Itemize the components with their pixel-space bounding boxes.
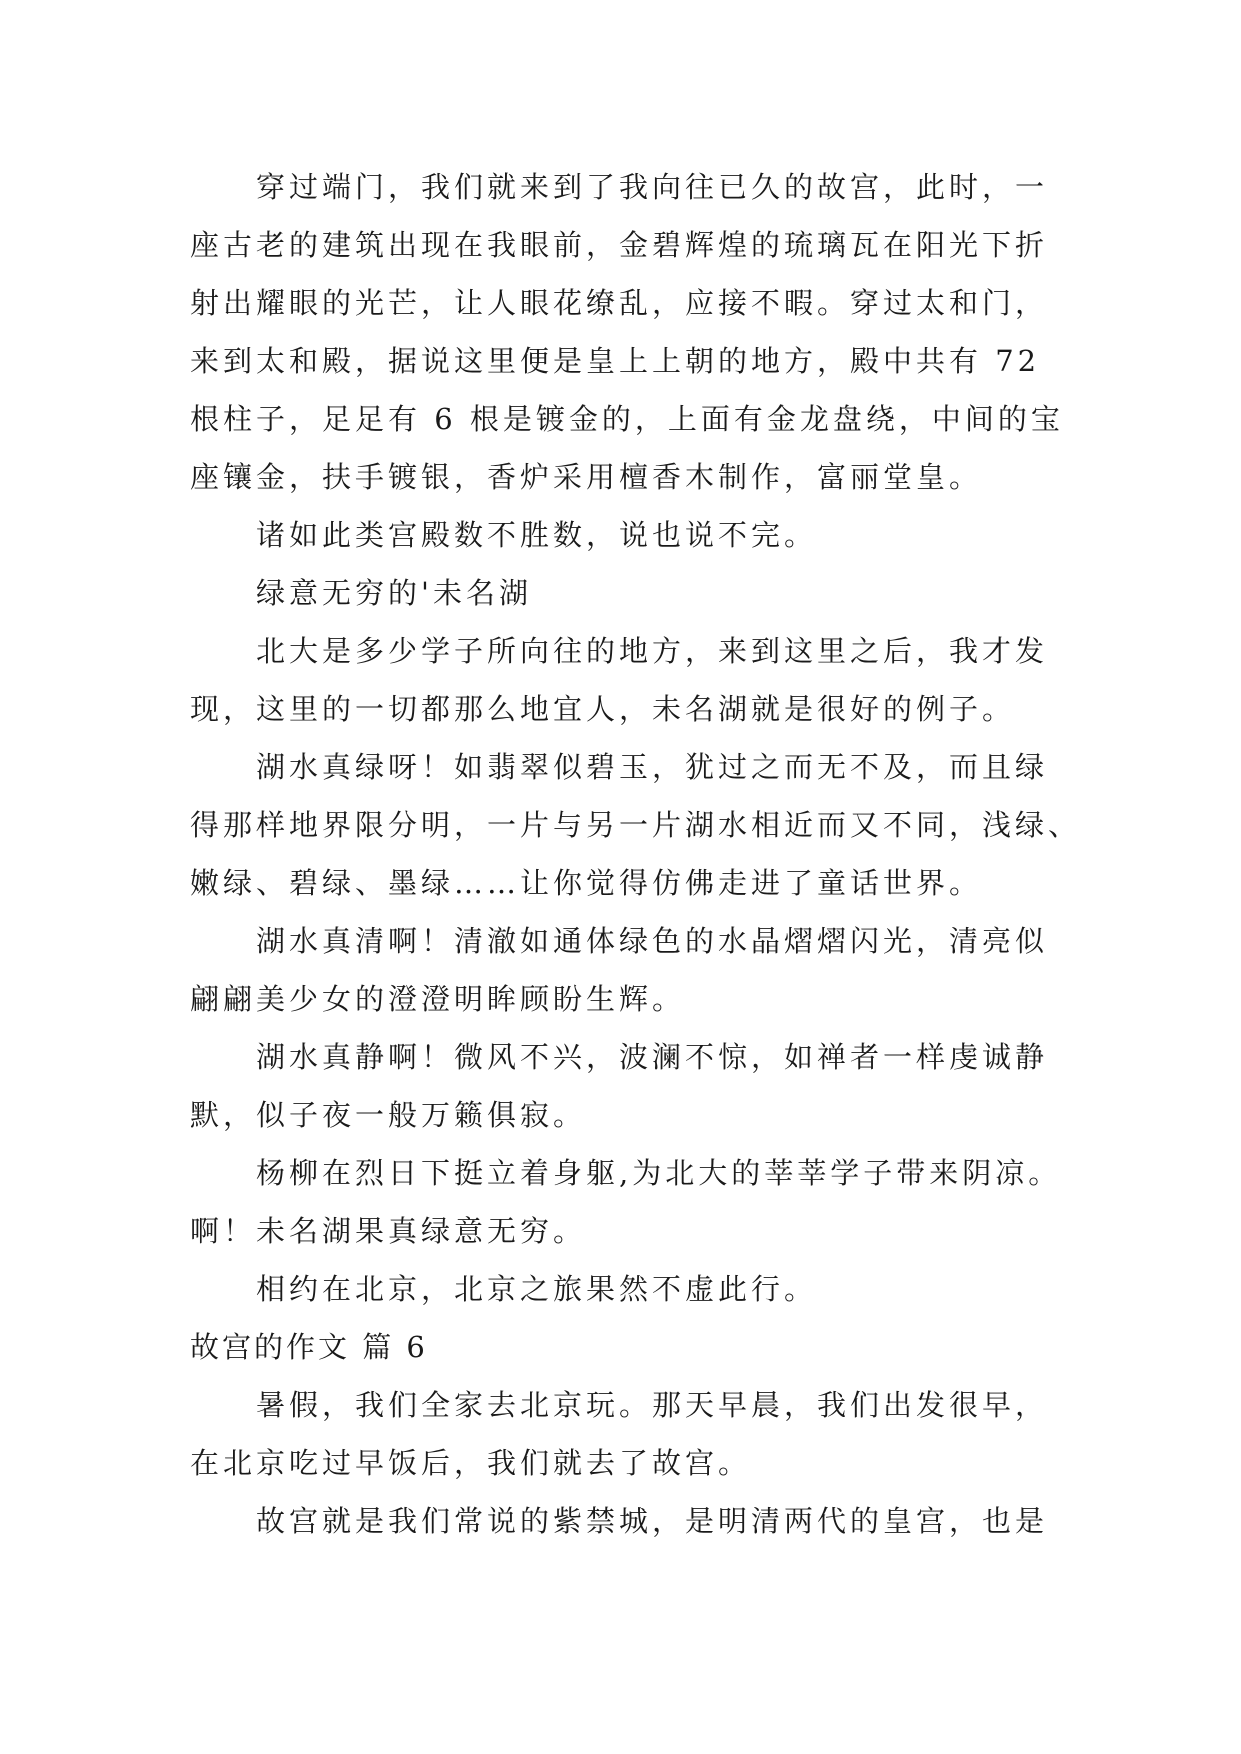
text-line: 诸如此类宫殿数不胜数，说也说不完。 (256, 518, 818, 552)
text-line: 默，似子夜一般万籁俱寂。 (190, 1098, 587, 1132)
text-line: 相约在北京，北京之旅果然不虚此行。 (256, 1272, 818, 1306)
text-line: 啊！未名湖果真绿意无穷。 (190, 1214, 587, 1248)
text-line: 得那样地界限分明，一片与另一片湖水相近而又不同，浅绿、 (190, 808, 1082, 842)
text-line: 故宫就是我们常说的紫禁城，是明清两代的皇宫，也是 (256, 1504, 1049, 1538)
text-line: 嫩绿、碧绿、墨绿……让你觉得仿佛走进了童话世界。 (190, 866, 983, 900)
document-body (190, 158, 1082, 1550)
section-heading: 故宫的作文 篇 6 (190, 1330, 428, 1364)
text-line: 来到太和殿，据说这里便是皇上上朝的地方，殿中共有 72 (190, 344, 1041, 378)
text-line: 现，这里的一切都那么地宜人，未名湖就是很好的例子。 (190, 692, 1016, 726)
text-line: 绿意无穷的'未名湖 (256, 576, 532, 610)
text-line: 座古老的建筑出现在我眼前，金碧辉煌的琉璃瓦在阳光下折 (190, 228, 1049, 262)
text-line: 暑假，我们全家去北京玩。那天早晨，我们出发很早， (256, 1388, 1049, 1422)
text-line: 翩翩美少女的澄澄明眸顾盼生辉。 (190, 982, 686, 1016)
text-line: 杨柳在烈日下挺立着身躯,为北大的莘莘学子带来阴凉。 (256, 1156, 1062, 1190)
text-line: 根柱子，足足有 6 根是镀金的，上面有金龙盘绕，中间的宝 (190, 402, 1064, 436)
text-line: 湖水真清啊！清澈如通体绿色的水晶熠熠闪光，清亮似 (256, 924, 1049, 958)
text-line: 湖水真绿呀！如翡翠似碧玉，犹过之而无不及，而且绿 (256, 750, 1049, 784)
text-line: 射出耀眼的光芒，让人眼花缭乱，应接不暇。穿过太和门， (190, 286, 1049, 320)
text-line: 在北京吃过早饭后，我们就去了故宫。 (190, 1446, 752, 1480)
text-line: 座镶金，扶手镀银，香炉采用檀香木制作，富丽堂皇。 (190, 460, 983, 494)
text-line: 北大是多少学子所向往的地方，来到这里之后，我才发 (256, 634, 1049, 668)
text-line: 湖水真静啊！微风不兴，波澜不惊，如禅者一样虔诚静 (256, 1040, 1049, 1074)
text-line: 穿过端门，我们就来到了我向往已久的故宫，此时，一 (256, 170, 1049, 204)
